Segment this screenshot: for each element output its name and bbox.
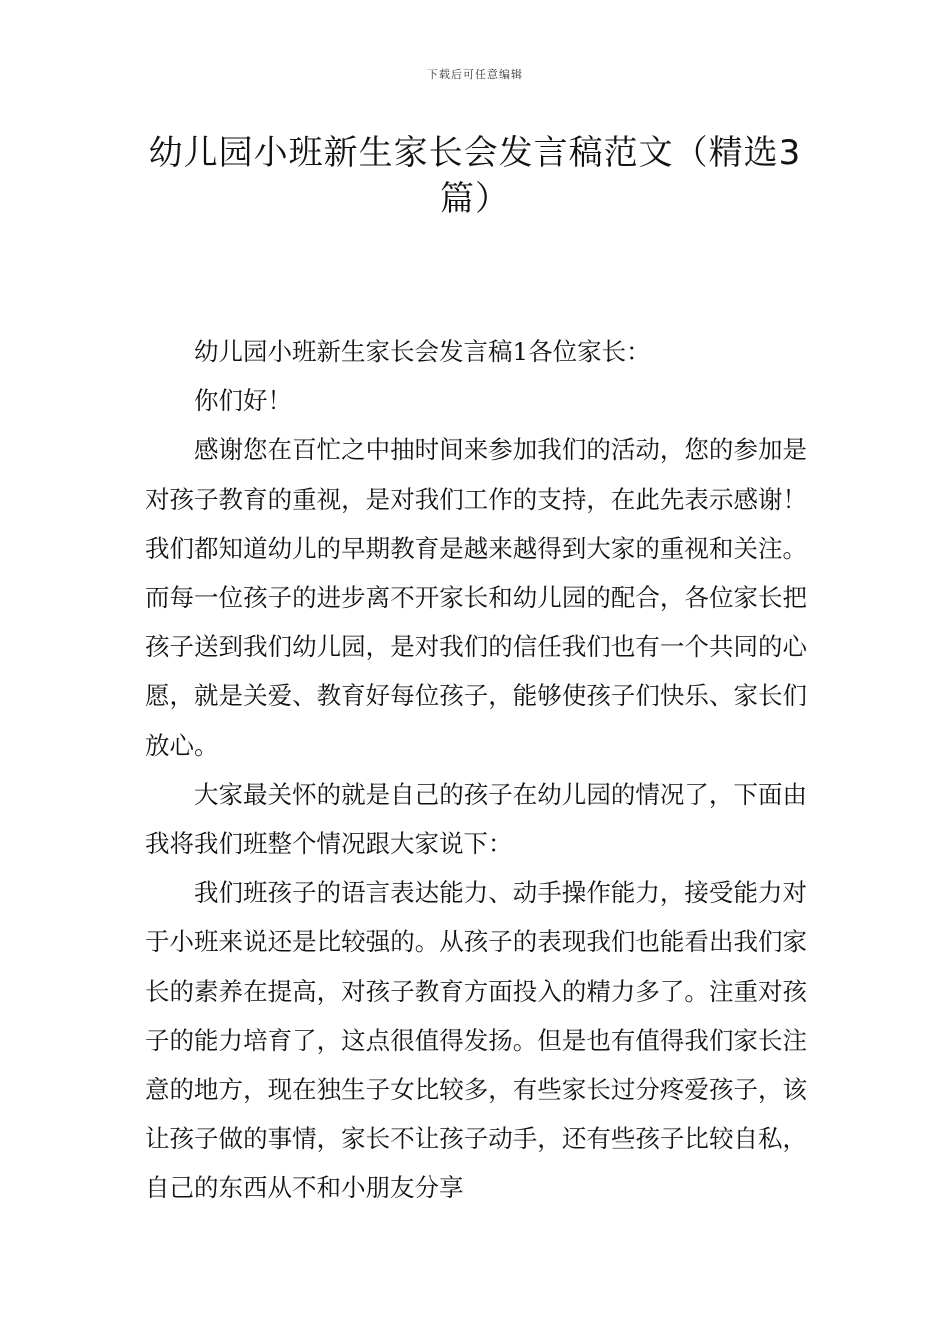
paragraph-greeting: 你们好！ [194,386,292,416]
document-title: 幼儿园小班新生家长会发言稿范文（精选3篇） [148,133,802,219]
header-note: 下载后可任意编辑 [427,68,523,81]
paragraph-class-situation: 我们班孩子的语言表达能力、动手操作能力，接受能力对于小班来说还是比较强的。从孩子的表现我们也能看出我们家长的素养在提高，对孩子教育方面投入的精力多了。注重对孩子的能力培育了，这点很值得发扬。但是也有值得我们家长注意的地方，现在独生子女比较多，有些家长过分疼爱孩子，该让孩子做的事情，家长不让孩子动手，还有些孩子比较自私，自己的东西从不和小朋友分享 [145,878,807,1203]
document-body [145,327,807,1213]
paragraph-thanks: 感谢您在百忙之中抽时间来参加我们的活动，您的参加是对孩子教育的重视，是对我们工作的支持，在此先表示感谢！我们都知道幼儿的早期教育是越来越得到大家的重视和关注。而每一位孩子的进步离不开家长和幼儿园的配合，各位家长把孩子送到我们幼儿园，是对我们的信任我们也有一个共同的心愿，就是关爱、教育好每位孩子，能够使孩子们快乐、家长们放心。 [145,435,807,760]
paragraph-class-intro: 大家最关怀的就是自己的孩子在幼儿园的情况了，下面由我将我们班整个情况跟大家说下： [145,779,807,859]
paragraph-greeting-heading: 幼儿园小班新生家长会发言稿1各位家长： [194,337,651,366]
